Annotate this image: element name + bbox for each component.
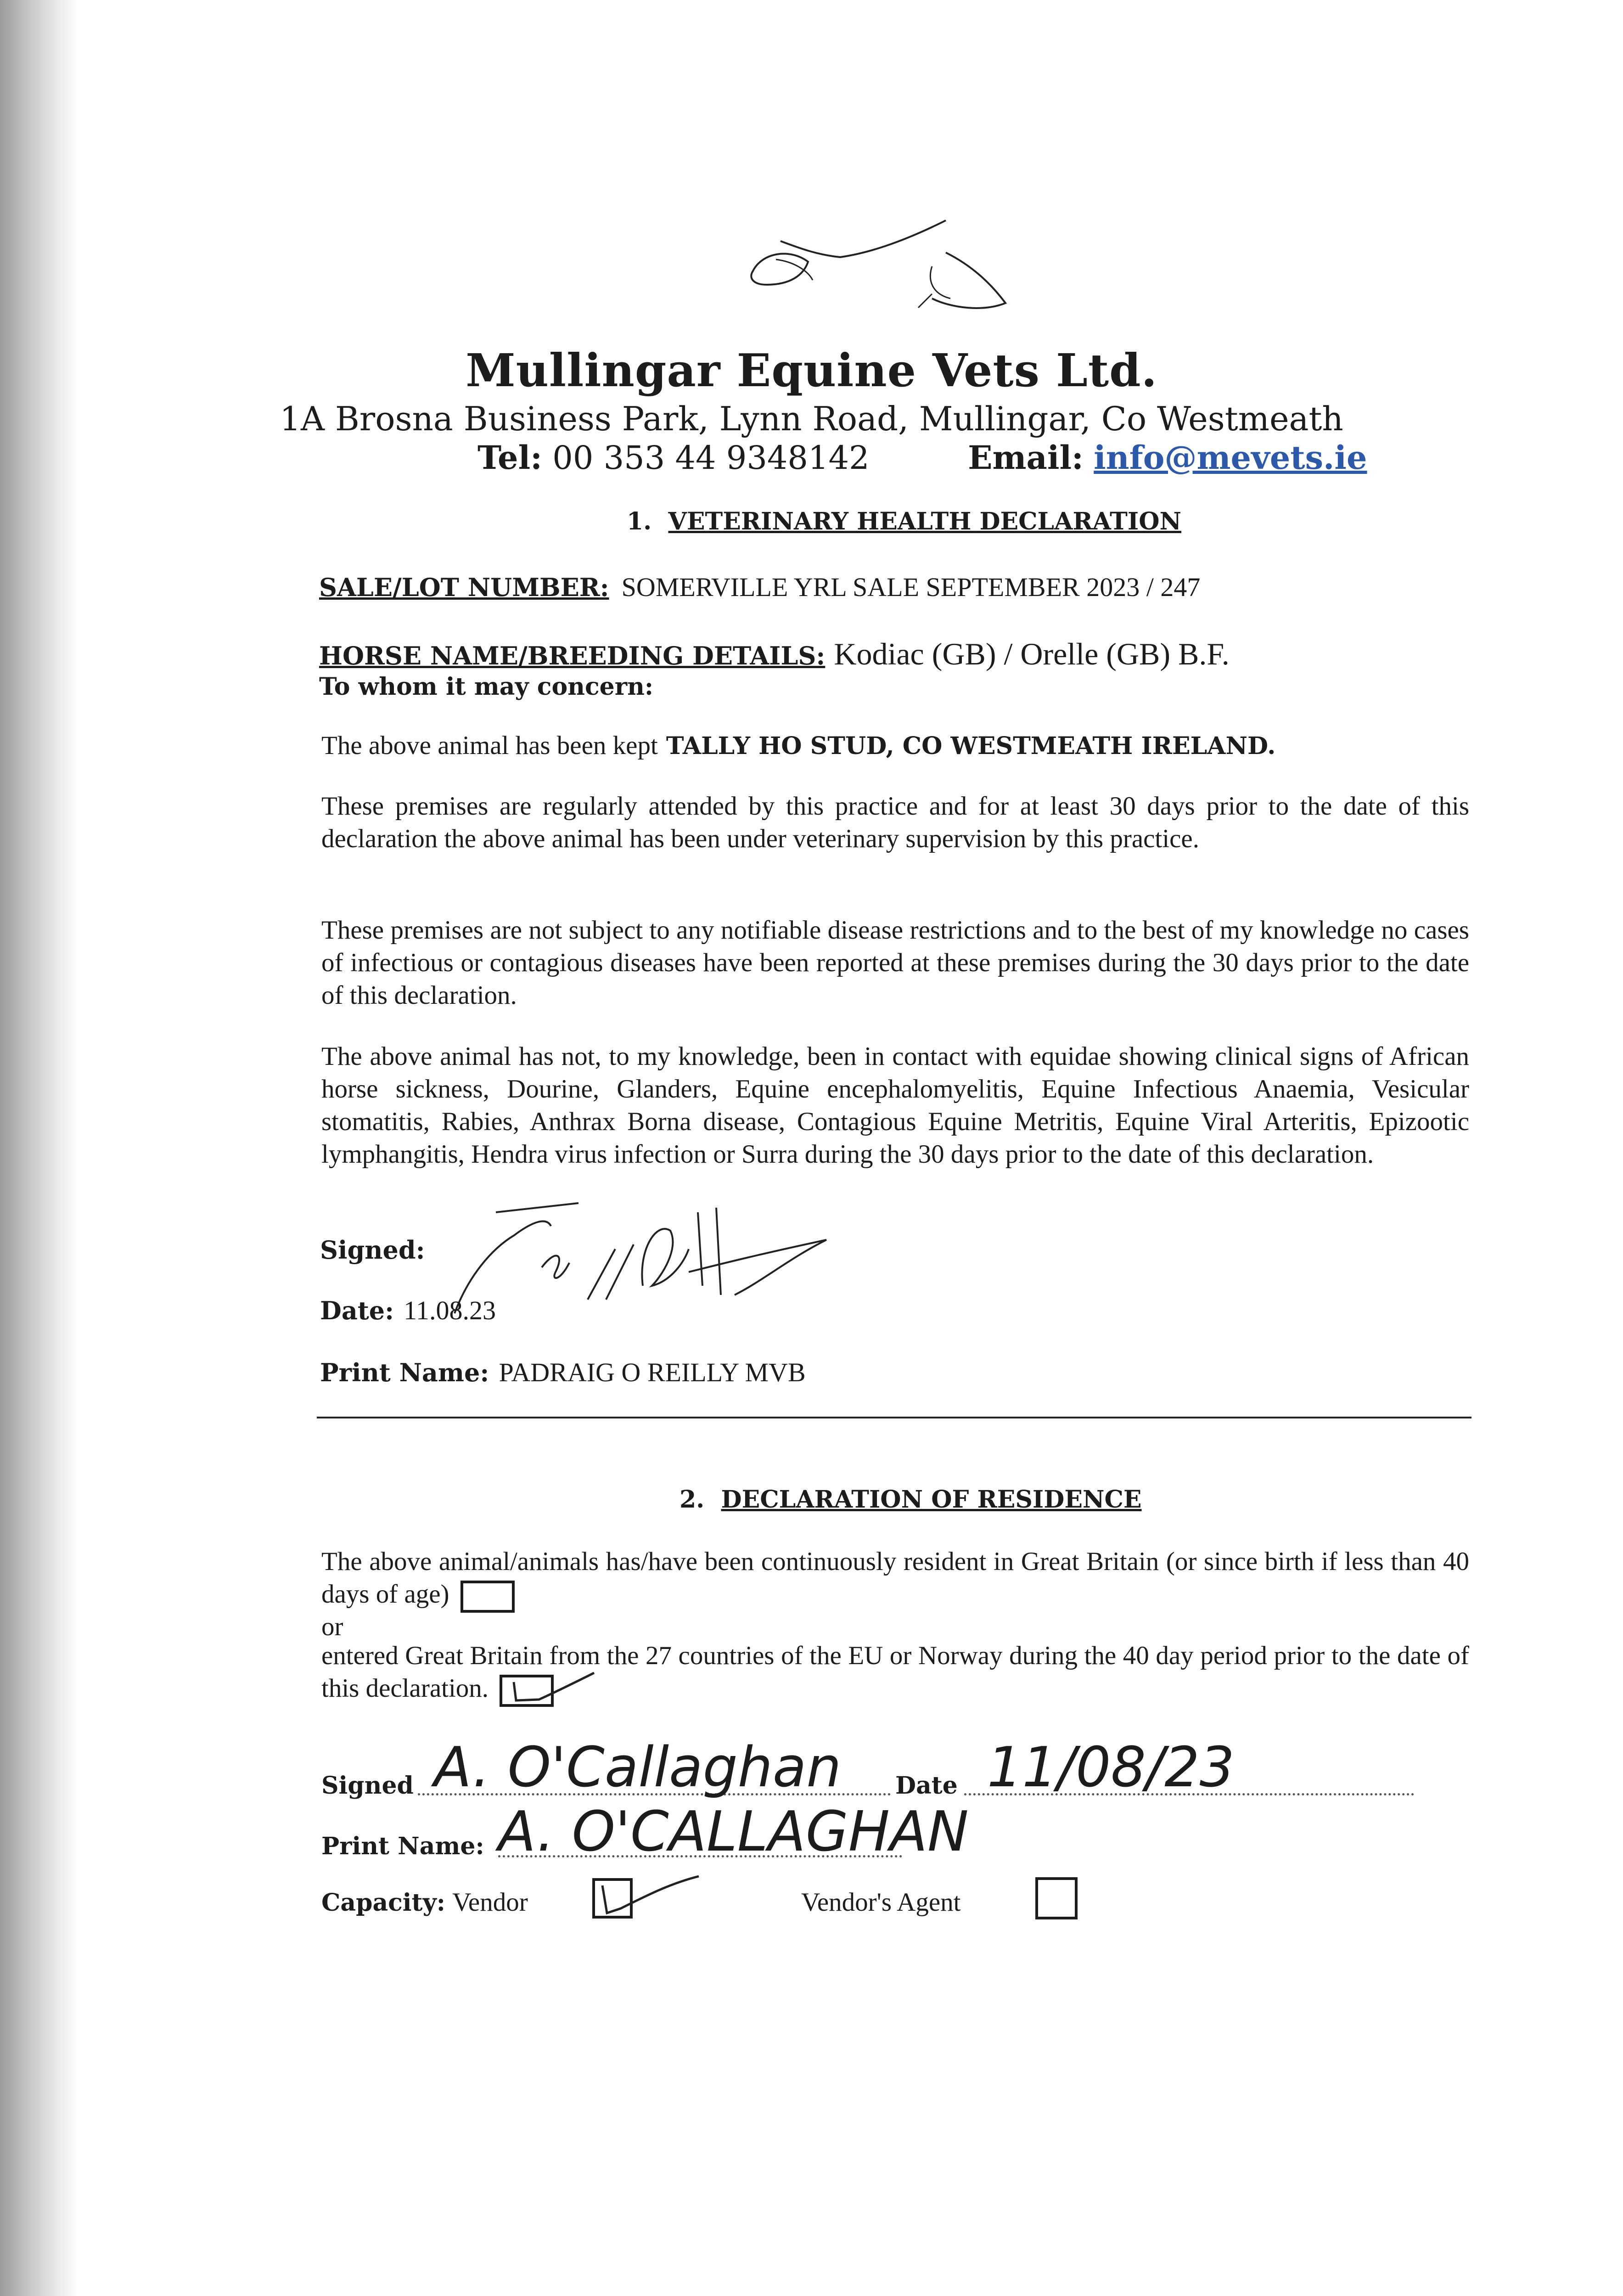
horse-label: HORSE NAME/BREEDING DETAILS: xyxy=(319,641,826,670)
horse-row xyxy=(319,636,1230,672)
vet-date-row xyxy=(320,1295,496,1326)
email-label: Email: xyxy=(968,439,1084,477)
tel-label: Tel: xyxy=(477,439,543,477)
contact-line xyxy=(477,439,1367,477)
horse-logo-icon xyxy=(735,216,1033,321)
section2-number: 2. xyxy=(680,1486,705,1514)
vet-signed-label: Signed: xyxy=(320,1235,425,1265)
vet-print-value: PADRAIG O REILLY MVB xyxy=(499,1357,806,1387)
owner-date-value: 11/08/23 xyxy=(987,1736,1235,1800)
vet-date-label: Date: xyxy=(320,1296,394,1325)
residence-option-b xyxy=(321,1639,1469,1707)
residence-checkbox-a[interactable] xyxy=(461,1581,515,1613)
sale-lot-label: SALE/LOT NUMBER: xyxy=(319,573,609,602)
owner-signature: A. O'Callaghan xyxy=(434,1736,842,1800)
horse-value: Kodiac (GB) / Orelle (GB) B.F. xyxy=(834,636,1230,671)
section1-heading xyxy=(627,507,1181,535)
email-link[interactable]: info@mevets.ie xyxy=(1094,439,1367,477)
salutation: To whom it may concern: xyxy=(319,673,654,701)
vet-print-row xyxy=(320,1357,806,1388)
section2-title: DECLARATION OF RESIDENCE xyxy=(721,1486,1142,1514)
section-divider xyxy=(317,1417,1471,1418)
vendor-tick-icon xyxy=(593,1863,703,1922)
section1-title: VETERINARY HEALTH DECLARATION xyxy=(668,507,1182,535)
paragraph-no-restrictions: These premises are not subject to any notifiable disease restrictions and to the best of my knowledge no cases of infectious or contagious diseases have been reported at these premises during the 30 days prior to the date of this declaration. xyxy=(321,916,1469,1010)
residence-checkbox-b[interactable] xyxy=(500,1675,554,1707)
vet-signature-icon xyxy=(441,1194,854,1332)
capacity-row xyxy=(321,1887,528,1917)
sale-lot-row xyxy=(319,572,1200,602)
tick-icon xyxy=(507,1664,599,1710)
section2-heading xyxy=(680,1486,1142,1514)
section1-number: 1. xyxy=(627,507,652,535)
company-address: 1A Brosna Business Park, Lynn Road, Mullingar, Co Westmeath xyxy=(280,400,1343,438)
owner-signed-label: Signed xyxy=(321,1772,414,1800)
agent-checkbox[interactable] xyxy=(1035,1877,1078,1919)
owner-date-label: Date xyxy=(895,1772,958,1800)
agent-label: Vendor's Agent xyxy=(801,1888,961,1917)
paragraph-supervision: These premises are regularly attended by this practice and for at least 30 days prior to the date of this declaration the above animal has been under veterinary supervision by this practice. xyxy=(321,792,1469,853)
vet-print-label: Print Name: xyxy=(320,1358,489,1387)
vet-date-value: 11.08.23 xyxy=(404,1295,496,1325)
residence-option-a xyxy=(321,1545,1469,1613)
sale-lot-value: SOMERVILLE YRL SALE SEPTEMBER 2023 / 247 xyxy=(621,572,1201,602)
kept-location: TALLY HO STUD, CO WESTMEATH IRELAND. xyxy=(666,732,1276,760)
residence-or: or xyxy=(321,1612,343,1641)
capacity-label: Capacity: xyxy=(321,1889,445,1917)
vendor-label: Vendor xyxy=(452,1888,528,1917)
kept-line xyxy=(321,730,1275,760)
owner-print-label: Print Name: xyxy=(321,1832,484,1860)
tel-value: 00 353 44 9348142 xyxy=(552,439,870,477)
kept-text: The above animal has been kept xyxy=(321,731,658,760)
vendor-checkbox[interactable] xyxy=(592,1878,633,1919)
company-name: Mullingar Equine Vets Ltd. xyxy=(466,344,1157,397)
residence-text-b: entered Great Britain from the 27 countries of the EU or Norway during the 40 day period prior to the date of this declaration. xyxy=(321,1641,1469,1703)
owner-print-value: A. O'CALLAGHAN xyxy=(498,1800,969,1864)
paragraph-no-contact: The above animal has not, to my knowledge, been in contact with equidae showing clinical signs of African horse sickness, Dourine, Glanders, Equine encephalomyelitis, Equine Infectious Anaemia, Vesicular stomatitis, Rabies, Anthrax Borna disease, Contagious Equine Metritis, Equine Viral Arteritis, Epizootic lymphangitis, Hendra virus infection or Surra during the 30 days prior to the date of this declaration. xyxy=(321,1042,1469,1169)
residence-text-a: The above animal/animals has/have been continuously resident in Great Britain (or since birth if less than 40 days of age) xyxy=(321,1547,1469,1609)
